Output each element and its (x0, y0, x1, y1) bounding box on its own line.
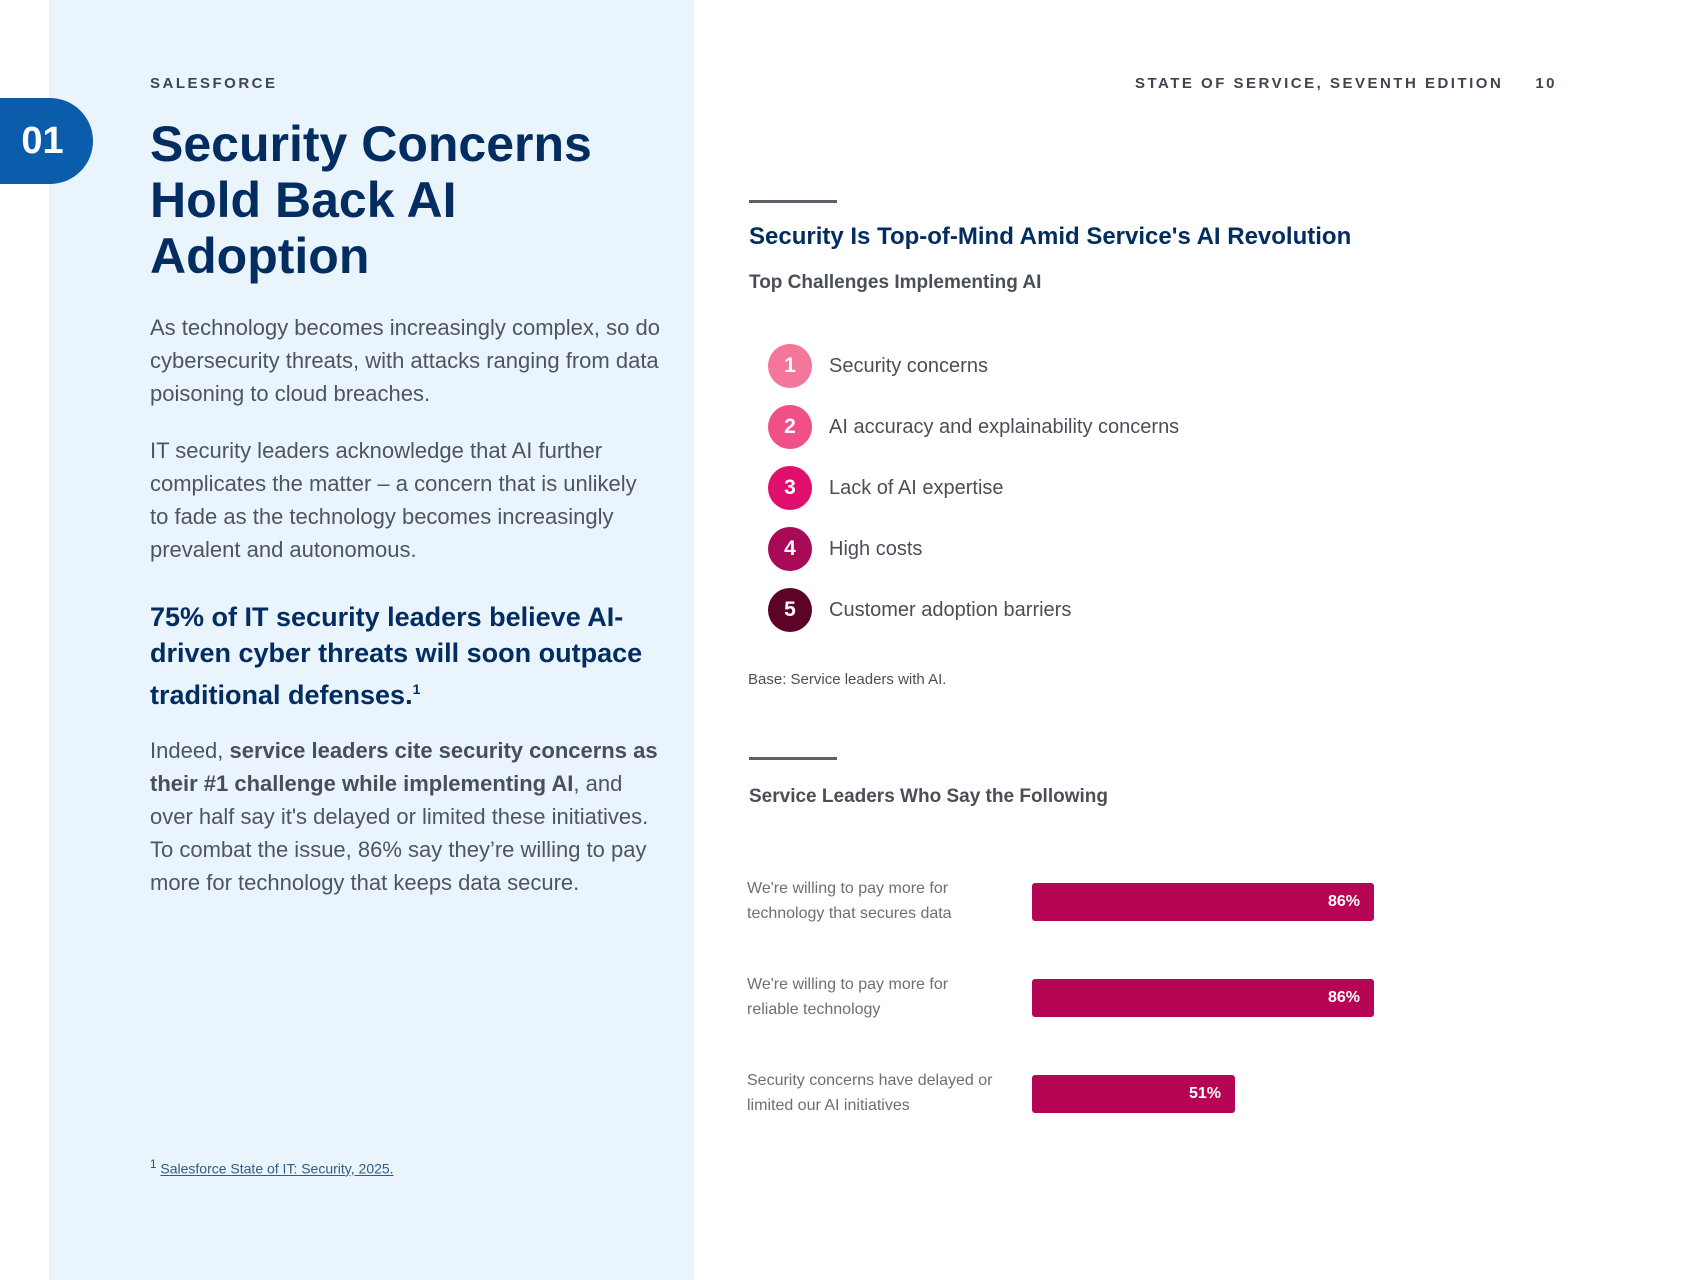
rank-label: High costs (829, 537, 923, 560)
intro-paragraph: As technology becomes increasingly complex, so do cybersecurity threats, with attacks ranging from data poisoning to cloud breaches. (150, 315, 660, 406)
section-divider (749, 200, 837, 203)
bar-track (1032, 979, 1374, 1017)
third-paragraph-rest: , and over half say it's delayed or limited these initiatives. To combat the issue, 86% say they’re willing to pay more for technology that keeps data secure. (150, 771, 649, 895)
bar (1032, 883, 1374, 921)
third-paragraph-emphasis: service leaders cite security concerns as their #1 challenge while implementing AI (150, 738, 658, 796)
brand-name: SALESFORCE (150, 75, 278, 92)
bar-category-label: Security concerns have delayed or limited our AI initiatives (747, 1072, 993, 1114)
bar-track (1032, 1075, 1374, 1113)
stat-callout-text: 75% of IT security leaders believe AI-driven cyber threats will soon outpace traditional defenses. (150, 602, 643, 710)
report-header (1135, 75, 1557, 92)
bar (1032, 979, 1374, 1017)
footnote-source-link[interactable]: Salesforce State of IT: Security, 2025. (160, 1160, 394, 1177)
stat-callout (150, 599, 650, 713)
footnote (150, 1158, 394, 1177)
list-item (768, 527, 1179, 571)
footnote-mark: 1 (150, 1158, 157, 1171)
rank-badge: 5 (768, 588, 812, 632)
list-item (768, 588, 1179, 632)
bar-row (747, 972, 1387, 1026)
third-paragraph-lead: Indeed, (150, 738, 230, 763)
rank-badge: 1 (768, 344, 812, 388)
bar-category-label: We're willing to pay more for reliable technology (747, 976, 949, 1018)
second-paragraph: IT security leaders acknowledge that AI further complicates the matter – a concern that is unlikely to fade as the technology becomes increasingly prevalent and autonomous. (150, 438, 637, 562)
rank-label: AI accuracy and explainability concerns (829, 415, 1180, 438)
rank-label: Lack of AI expertise (829, 476, 1004, 499)
list-item (768, 405, 1179, 449)
bar-row (747, 876, 1387, 930)
challenges-list (768, 344, 1179, 649)
page-title: Security Concerns Hold Back AI Adoption (150, 116, 592, 284)
page-number: 10 (1535, 75, 1557, 92)
list-item (768, 466, 1179, 510)
bar-row (747, 1068, 1387, 1122)
bar-value-label: 86% (1327, 893, 1360, 910)
rank-badge: 4 (768, 527, 812, 571)
bar-value-label: 86% (1327, 989, 1360, 1006)
list-item (768, 344, 1179, 388)
rank-badge: 3 (768, 466, 812, 510)
section-number-tab: 01 (0, 98, 93, 184)
bar (1032, 1075, 1235, 1113)
footnote-reference: 1 (412, 681, 421, 697)
chart-title: Service Leaders Who Say the Following (749, 786, 1108, 807)
base-note: Base: Service leaders with AI. (748, 671, 947, 688)
ranking-subheading: Top Challenges Implementing AI (749, 272, 1042, 293)
report-title: STATE OF SERVICE, SEVENTH EDITION (1134, 75, 1504, 92)
rank-badge: 2 (768, 405, 812, 449)
rank-label: Customer adoption barriers (829, 598, 1072, 621)
bar-category-label: We're willing to pay more for technology that secures data (747, 880, 952, 922)
bar-track (1032, 883, 1374, 921)
rank-label: Security concerns (829, 354, 988, 377)
third-paragraph (150, 734, 660, 899)
bar-value-label: 51% (1188, 1085, 1221, 1102)
ranking-heading: Security Is Top-of-Mind Amid Service's AI Revolution (749, 223, 1352, 250)
section-divider (749, 757, 837, 760)
